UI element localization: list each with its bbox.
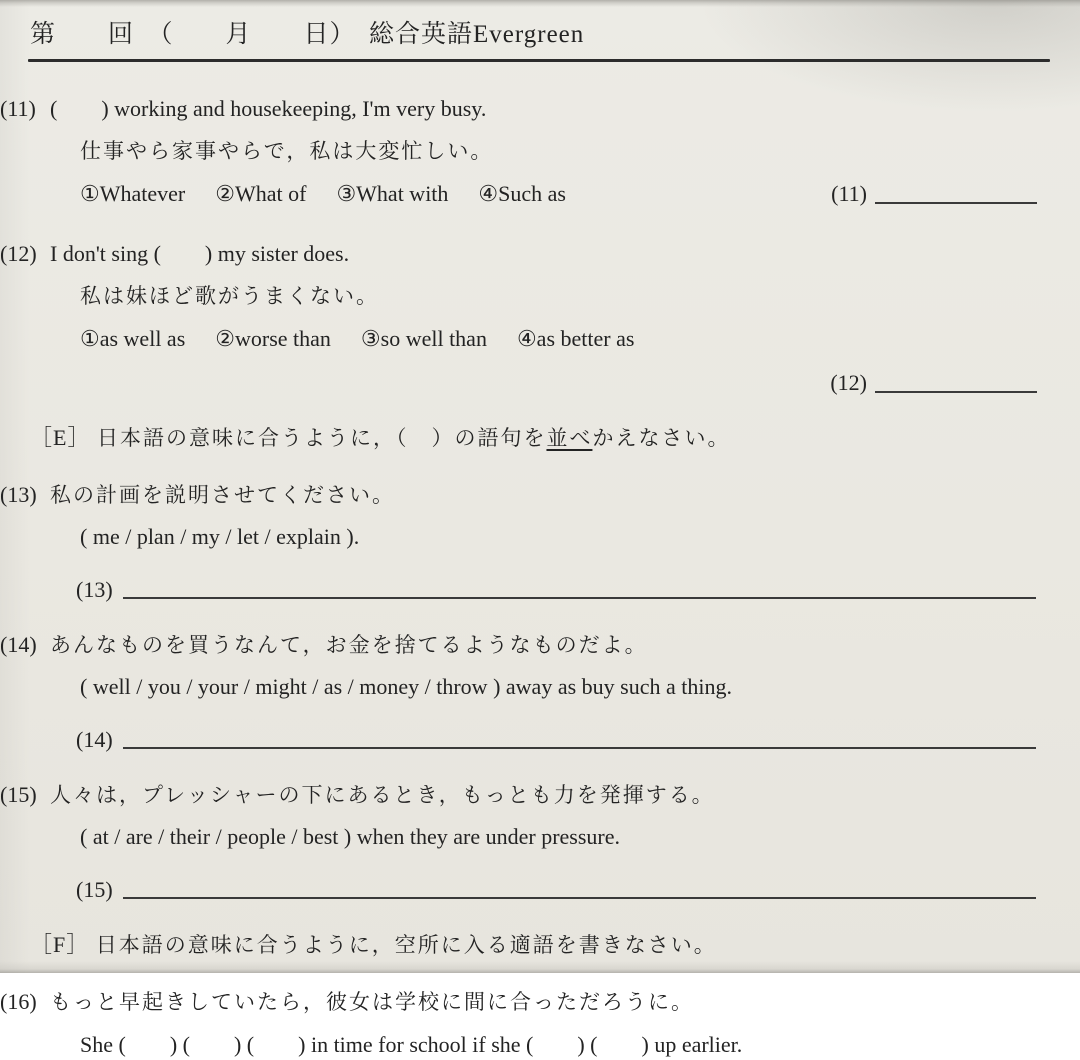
question-word-bank: ( me / plan / my / let / explain ). <box>80 524 360 549</box>
answer-blank-14 <box>76 727 1036 753</box>
answer-line <box>123 597 1036 599</box>
question-word-bank: ( well / you / your / might / as / money / throw ) away as buy such a thing. <box>80 674 732 699</box>
underlined-word: 並べ <box>546 426 593 450</box>
question-number: (11) <box>0 96 36 121</box>
section-f-heading <box>30 930 1080 960</box>
option-1: ①Whatever <box>80 181 186 206</box>
question-number: (12) <box>0 241 37 266</box>
answer-blank-13 <box>76 577 1036 603</box>
question-number: (15) <box>0 782 37 807</box>
header-divider-line <box>28 59 1050 62</box>
question-12-options-row <box>80 324 1037 354</box>
answer-label: (11) <box>831 181 867 206</box>
answer-label: (14) <box>76 727 113 752</box>
answer-label: (15) <box>76 877 113 902</box>
question-13 <box>0 480 1080 510</box>
question-english-sentence: ( ) working and housekeeping, I'm very busy. <box>50 96 487 121</box>
answer-blank-11 <box>831 181 1037 207</box>
option-4: ④as better as <box>516 326 635 351</box>
question-japanese-sentence: もっと早起きしていたら，彼女は学校に間に合っただろうに。 <box>50 990 694 1014</box>
answer-blank-15 <box>76 877 1036 903</box>
question-14 <box>0 630 1080 660</box>
question-japanese-sentence: あんなものを買うなんて，お金を捨てるようなものだよ。 <box>50 633 648 657</box>
option-1: ①as well as <box>80 326 186 351</box>
answer-line <box>875 391 1037 393</box>
question-11 <box>0 94 1080 124</box>
question-japanese-sentence: 私の計画を説明させてください。 <box>50 483 395 507</box>
option-3: ③What with <box>336 181 449 206</box>
answer-line <box>875 202 1037 204</box>
section-label: ［E］ <box>30 425 91 450</box>
question-number: (13) <box>0 482 37 507</box>
question-16 <box>0 987 1080 1017</box>
question-15 <box>0 780 1080 810</box>
question-number: (16) <box>0 989 37 1014</box>
question-11-options-row <box>80 179 1037 209</box>
section-e-heading <box>30 423 1080 453</box>
section-instruction: 日本語の意味に合うように，空所に入る適語を書きなさい。 <box>95 933 717 957</box>
answer-line <box>123 897 1036 899</box>
question-english-sentence: I don't sing ( ) my sister does. <box>50 241 350 266</box>
question-12 <box>0 239 1080 269</box>
answer-label: (13) <box>76 577 113 602</box>
section-instruction: 日本語の意味に合うように，（ ）の語句を並べかえなさい。 <box>96 426 731 450</box>
worksheet-header-title: 第 回 （ 月 日） 総合英語Evergreen <box>30 21 585 48</box>
option-2: ②worse than <box>215 326 331 351</box>
section-label: ［F］ <box>30 932 90 957</box>
answer-label: (12) <box>830 370 867 395</box>
option-3: ③so well than <box>360 326 487 351</box>
question-japanese-translation: 仕事やら家事やらで，私は大変忙しい。 <box>80 139 494 163</box>
question-number: (14) <box>0 632 37 657</box>
question-word-bank: ( at / are / their / people / best ) when they are under pressure. <box>80 824 621 849</box>
answer-line <box>123 747 1036 749</box>
question-fill-in-sentence: She ( ) ( ) ( ) in time for school if she ( ) ( ) up earlier. <box>80 1032 743 1057</box>
answer-blank-12 <box>0 370 1037 396</box>
option-2: ②What of <box>215 181 307 206</box>
question-japanese-sentence: 人々は，プレッシャーの下にあるとき，もっとも力を発揮する。 <box>50 783 715 807</box>
question-japanese-translation: 私は妹ほど歌がうまくない。 <box>80 284 379 308</box>
option-4: ④Such as <box>478 181 566 206</box>
